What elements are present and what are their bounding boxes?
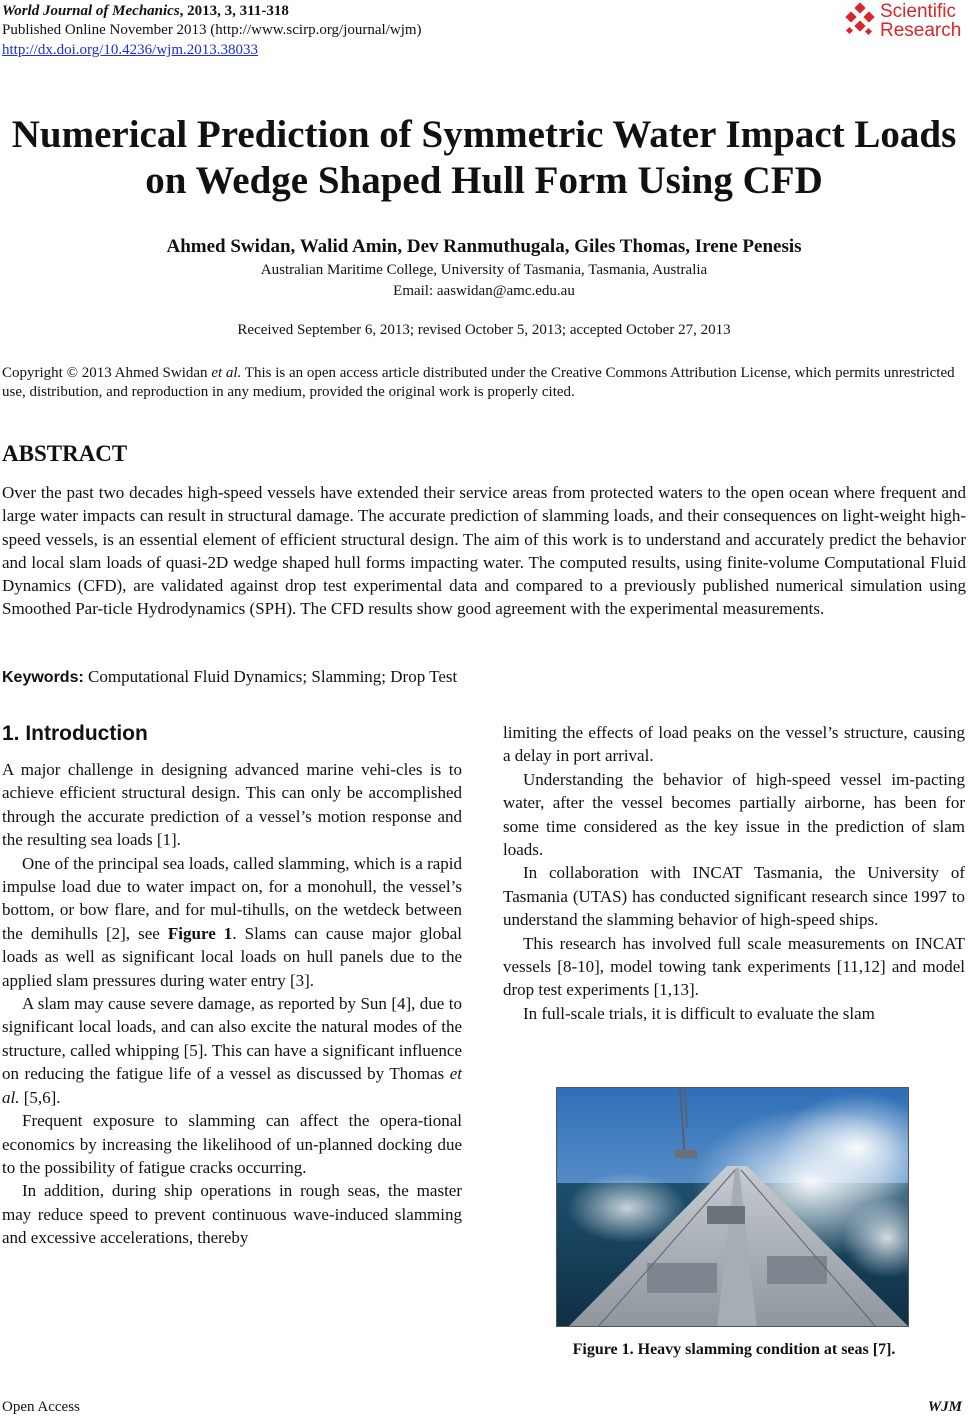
footer-journal-abbrev: WJM <box>927 1399 962 1415</box>
copyright-text-start: Copyright © 2013 Ahmed Swidan <box>2 365 212 381</box>
journal-name: World Journal of Mechanics <box>2 3 180 19</box>
copyright-etal: et al. <box>211 365 242 381</box>
doi-link[interactable]: http://dx.doi.org/10.4236/wjm.2013.38033 <box>2 42 258 58</box>
right-text-column <box>503 721 965 1025</box>
copyright-text-end: This is an open access article distributed under the Creative Commons Attribution License, which permits unrestricted use, distribution, and reproduction in any medium, provided the original work is properly cited. <box>2 365 955 400</box>
figure-1-caption: Figure 1. Heavy slamming condition at seas [7]. <box>572 1341 896 1358</box>
footer-open-access: Open Access <box>2 1399 80 1415</box>
figure-reference: Figure 1 <box>167 923 233 943</box>
submission-dates: Received September 6, 2013; revised October 5, 2013; accepted October 27, 2013 <box>237 322 731 338</box>
paragraph: This research has involved full scale measurements on INCAT vessels [8-10], model towing tank experiments [11,12] and model drop test experiments [1,13]. <box>503 933 965 1000</box>
author-list: Ahmed Swidan, Walid Amin, Dev Ranmuthugala, Giles Thomas, Irene Penesis <box>166 236 802 257</box>
contact-email: Email: aaswidan@amc.edu.au <box>393 283 575 299</box>
keywords-label: Keywords: <box>2 669 84 686</box>
paragraph-text: . Slams can cause major global loads as well as significant local loads on hull panels due to the applied slam pressures during water entry [3]. <box>2 923 462 990</box>
paragraph: In collaboration with INCAT Tasmania, the University of Tasmania (UTAS) has conducted significant research since 1997 to understand the slamming behavior of high-speed ships. <box>503 863 965 930</box>
paragraph: A major challenge in designing advanced marine vehi-cles is to achieve efficient structural design. This can only be accomplished through the accurate prediction of a vessel’s motion response and the resulting sea loads [1]. <box>2 760 462 850</box>
logo-word-scientific: Scientific <box>880 1 957 22</box>
abstract-heading: ABSTRACT <box>2 441 128 466</box>
journal-volume: , 2013, 3, 311-318 <box>179 3 289 19</box>
paragraph <box>2 992 462 1109</box>
logo-word-research: Research <box>880 20 962 41</box>
scientific-research-logo <box>844 0 966 44</box>
paragraph <box>2 852 462 992</box>
citation-etal: et al. <box>2 1064 462 1107</box>
paragraph: In full-scale trials, it is difficult to evaluate the slam <box>523 1003 875 1023</box>
paragraph: limiting the effects of load peaks on the vessel’s structure, causing a delay in port arrival. <box>503 723 965 766</box>
ship-bow-in-waves-illustration <box>557 1088 909 1327</box>
journal-citation <box>2 2 289 20</box>
paragraph-text: A slam may cause severe damage, as reported by Sun [4], due to significant local loads, and can also excite the natural modes of the structure, called whipping [5]. This can have a significant influence on reducing the fatigue life of a vessel as discussed by Thomas <box>2 994 462 1084</box>
figure-1-ship-slamming-photo <box>556 1087 909 1327</box>
paragraph-text: One of the principal sea loads, called slamming, which is a rapid impulse load due to water impact on, for a monohull, the vessel’s bottom, or bow flare, and for mul-tihulls, on the wetdeck between the demihulls [2], see <box>2 853 462 943</box>
logo-diamond-icon <box>844 4 876 38</box>
paper-title: Numerical Prediction of Symmetric Water Impact Loads on Wedge Shaped Hull Form Using CFD <box>11 113 957 202</box>
paragraph-text: [5,6]. <box>19 1087 61 1107</box>
keywords-text: Computational Fluid Dynamics; Slamming; Drop Test <box>83 667 458 686</box>
paragraph: Understanding the behavior of high-speed vessel im-pacting water, after the vessel becomes partially airborne, has been for some time considered as the key issue in the prediction of slam loads. <box>503 769 965 860</box>
author-affiliation: Australian Maritime College, University of Tasmania, Tasmania, Australia <box>260 262 708 278</box>
abstract-text: Over the past two decades high-speed vessels have extended their service areas from protected waters to the open ocean where frequent and large water impacts can result in structural damage. The accurate prediction of slamming loads, and their consequences on light-weight high-speed vessels, is an essential element of efficient structural design. The aim of this work is to understand and accurately predict the behavior and local slam loads of quasi-2D wedge shaped hull forms impacting water. The computed results, using finite-volume Computational Fluid Dynamics (CFD), are validated against drop test experimental data and compared to a previously published numerical simulation using Smoothed Par-ticle Hydrodynamics (SPH). The CFD results show good agreement with the experimental measurements. <box>2 483 966 619</box>
section-heading-introduction: 1. Introduction <box>2 722 148 745</box>
paragraph: Frequent exposure to slamming can affect the opera-tional economics by increasing the likelihood of un-planned docking due to the possibility of fatigue cracks occurring. <box>2 1111 462 1177</box>
paragraph: In addition, during ship operations in rough seas, the master may reduce speed to prevent continuous wave-induced slamming and excessive accelerations, thereby <box>2 1181 462 1248</box>
keywords-line <box>2 666 457 689</box>
left-text-column <box>2 758 462 1250</box>
copyright-notice <box>2 364 966 402</box>
published-online: Published Online November 2013 (http://www.scirp.org/journal/wjm) <box>2 22 422 38</box>
